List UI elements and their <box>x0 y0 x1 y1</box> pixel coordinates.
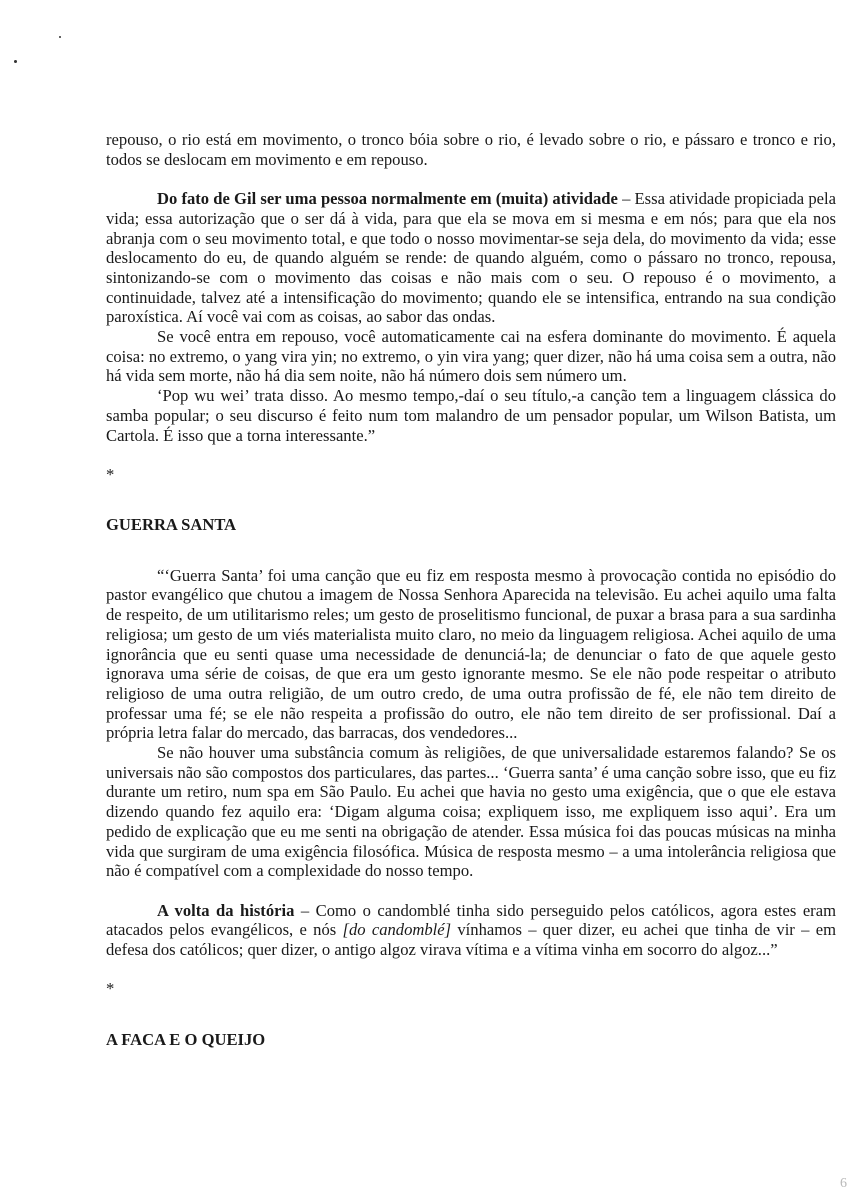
paragraph-volta-italic: [do candomblé] <box>342 920 452 940</box>
page-number: 6 <box>840 1176 847 1192</box>
paragraph-guerra-santa-2: Se não houver uma substância comum às religiões, de que universalidade estaremos falando? Se os universais não são compostos dos particulares, das partes... ‘Guerra santa’ é uma canção sobre isso, que eu fiz durante um retiro, num spa em São Paulo. Eu achei que havia no gesto uma exigência, que o que ele estava dizendo quando fez aquilo era: ‘Digam alguma coisa; expliquem isso, me expliquem isso aqui’. Era um pedido de explicação que eu me senti na obrigação de atender. Essa música foi das poucas músicas na minha vida que surgiram de uma exigência filosófica. Música de resposta mesmo – a uma intolerância religiosa que não é compatível com a complexidade do nosso tempo. <box>106 743 836 881</box>
paragraph-atividade <box>106 189 836 327</box>
paragraph-pop-wu-wei: ‘Pop wu wei’ trata disso. Ao mesmo tempo,-daí o seu título,-a canção tem a linguagem clássica do samba popular; o seu discurso é feito num tom malandro de um pensador popular, um Wilson Batista, um Cartola. É isso que a torna interessante.” <box>106 386 836 445</box>
paragraph-volta-bold: A volta da história <box>157 900 295 920</box>
paper-speck <box>59 36 61 38</box>
section-heading-guerra-santa: GUERRA SANTA <box>106 515 237 535</box>
paragraph-guerra-santa-1: “‘Guerra Santa’ foi uma canção que eu fiz em resposta mesmo à provocação contida no episódio do pastor evangélico que chutou a imagem de Nossa Senhora Aparecida na televisão. Eu achei aquilo uma falta de respeito, de um utilitarismo reles; um gesto de proselitismo funcional, de puxar a brasa para a sua sardinha religiosa; um gesto de um viés materialista muito claro, no meio da linguagem religiosa. Achei aquilo de uma ignorância que eu senti quase uma necessidade de denunciá-la; de denunciar o fato de que aquele gesto ignorava uma série de coisas, de que era um gesto ignorante mesmo. Se ele não pode respeitar o atributo religioso de uma outra religião, de um outro credo, de uma outra profissão de fé, ele não tem direito de professar uma fé; se ele não respeita a profissão do outro, ele não tem direito de ser profissional. Daí a própria letra falar do mercado, das barracas, dos vendedores... <box>106 565 836 743</box>
document-page <box>106 130 836 1050</box>
section-heading-faca-queijo: A FACA E O QUEIJO <box>106 1029 266 1049</box>
paragraph-repouso: repouso, o rio está em movimento, o tronco bóia sobre o rio, é levado sobre o rio, e pássaro e tronco e rio, todos se deslocam em movimento e em repouso. <box>106 130 836 169</box>
paragraph-atividade-bold: Do fato de Gil ser uma pessoa normalmente em (muita) atividade <box>157 189 618 209</box>
paper-speck <box>14 60 17 63</box>
paragraph-yin-yang: Se você entra em repouso, você automaticamente cai na esfera dominante do movimento. É aquela coisa: no extremo, o yang vira yin; no extremo, o yin vira yang; quer dizer, não há uma coisa sem a outra, não há vida sem morte, não há dia sem noite, não há número dois sem número um. <box>106 327 836 386</box>
section-separator: * <box>106 464 115 484</box>
paragraph-volta-text-a: – Como o candomblé tinha sido perseguido pelos católicos, agora estes eram atacados pelos evangélicos, e nós <box>106 900 836 940</box>
paragraph-volta-da-historia <box>106 901 836 960</box>
paragraph-atividade-text: – Essa atividade propiciada pela vida; essa autorização que o ser dá à vida, para que ela se mova em si mesma e em nós; para que ela nos abranja com o seu movimento total, e que todo o nosso movimentar-se seja dela, do movimento da vida; esse deslocamento do eu, de quando alguém se rende: de quando alguém, como o pássaro no tronco, repousa, sintonizando-se com o movimento das coisas e não mais com o seu. O repouso é o movimento, a continuidade, talvez até a intensificação do movimento; quando ele se intensifica, entrando na sua condição paroxística. Aí você vai com as coisas, ao sabor das ondas. <box>106 189 836 327</box>
section-separator: * <box>106 979 115 999</box>
paragraph-volta-text-b: vínhamos – quer dizer, eu achei que tinha de vir – em defesa dos católicos; quer dizer, o antigo algoz virava vítima e a vítima vinha em socorro do algoz...” <box>106 920 836 960</box>
